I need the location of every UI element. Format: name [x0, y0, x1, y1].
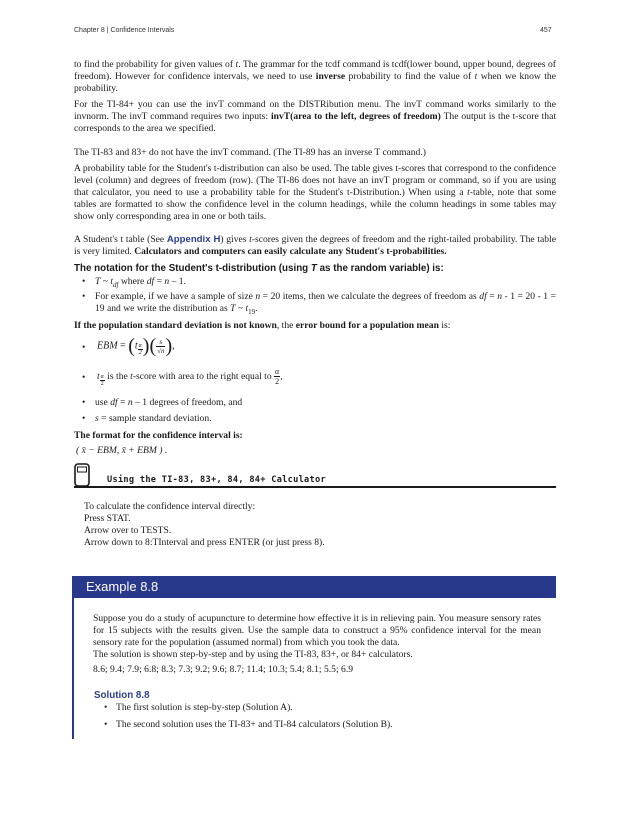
solution-item: The first solution is step-by-step (Solution A).: [116, 702, 293, 713]
bullet-marker: •: [104, 702, 108, 713]
paragraph-probability-table: A probability table for the Student's t-distribution can also be used. The table gives t-scores that correspond to the confidence level (column) and degrees of freedom (row). (The TI-86 does not have an invT program or command, so if you are using that calculator, you need to use a probability table for the Student's t-Distribution.) When using a t-table, note that some tables are formatted to show the confidence level in the column headings, while the column headings in some tables may show only corresponding area in one or both tails.: [74, 163, 556, 222]
bullet-marker: •: [82, 397, 86, 408]
ebm-formula: EBM = (t $\frac{\alpha}{2}$ )( $\frac{s}{√n}$ ),: [97, 335, 175, 357]
calculator-line: To calculate the confidence interval directly:: [84, 501, 256, 512]
appendix-h-link[interactable]: Appendix H: [166, 234, 221, 245]
paragraph-tcdf: to find the probability for given values of t. The grammar for the tcdf command is tcdf(lower bound, upper bound, degrees of freedom). However for confidence intervals, we need to use inverse probability to find the value of t when we know the probability.: [74, 59, 556, 94]
ebm-bullet-t-score: t $\frac{\alpha}{2}$ is the t-score with area to the right equal to $\frac{\alpha}{2}$ ,: [97, 367, 283, 387]
example-title: Example 8.8: [86, 579, 159, 594]
bullet-marker: •: [82, 372, 86, 383]
calculator-title: Using the TI-83, 83+, 84, 84+ Calculator: [107, 475, 326, 485]
bullet-marker: •: [82, 342, 86, 353]
calculator-line: Press STAT.: [84, 513, 131, 524]
bullet-marker: •: [82, 413, 86, 424]
notation-bullet-example: For example, if we have a sample of size n = 20 items, then we calculate the degrees of freedom as df = n - 1 = 20 - 1 = 19 and we write the distribution as T ~ $t_{19}$.: [95, 291, 557, 316]
example-data: 8.6; 9.4; 7.9; 6.8; 8.3; 7.3; 9.2; 9.6; 8.7; 11.4; 10.3; 5.4; 8.1; 5.5; 6.9: [93, 664, 354, 675]
example-side-rule: [72, 598, 74, 739]
ebm-heading: If the population standard deviation is not known, the error bound for a population mean is:: [74, 320, 451, 331]
notation-bullet-distribution: T ~ $t_{df}$ where df = n – 1.: [95, 276, 186, 289]
format-heading: The format for the confidence interval is:: [74, 430, 243, 441]
solution-title: Solution 8.8: [94, 690, 150, 701]
ebm-bullet-s: s = sample standard deviation.: [95, 413, 212, 424]
calculator-line: Arrow down to 8:TInterval and press ENTER (or just press 8).: [84, 537, 325, 548]
calculator-icon: [74, 463, 90, 487]
notation-heading: The notation for the Student's t-distribution (using T as the random variable) is:: [74, 263, 444, 274]
calculator-line: Arrow over to TESTS.: [84, 525, 172, 536]
paragraph-t-table: A Student's t table (See Appendix H) gives t-scores given the degrees of freedom and the right-tailed probability. The table is very limited. Calculators and computers can easily calculate any Student's t-probabilities.: [74, 234, 556, 257]
ebm-bullet-df: use df = n – 1 degrees of freedom, and: [95, 397, 243, 408]
paragraph-invt: For the TI-84+ you can use the invT command on the DISTRibution menu. The invT command works similarly to the invnorm. The invT command requires two inputs: invT(area to the left, degrees of freedom) The output is the t-score that corresponds to the area we specified.: [74, 99, 556, 134]
page-number: 457: [540, 27, 552, 34]
calculator-rule: [74, 486, 556, 488]
solution-item: The second solution uses the TI-83+ and TI-84 calculators (Solution B).: [116, 719, 393, 730]
paragraph-ti83: The TI-83 and 83+ do not have the invT command. (The TI-89 has an inverse T command.): [74, 147, 426, 158]
example-body: Suppose you do a study of acupuncture to determine how effective it is in relieving pain. You measure sensory rates for 15 subjects with the results given. Use the sample data to construct a 95% confidence interval for the mean sensory rate for the population (assumed normal) from which you took the data. The solution is shown step-by-step and by using the TI-83, 83+, or 84+ calculators.: [93, 613, 541, 660]
chapter-header: Chapter 8 | Confidence Intervals: [74, 27, 175, 34]
bullet-marker: •: [82, 276, 86, 287]
interval-formula: ( x̄ − EBM, x̄ + EBM ) .: [76, 445, 168, 456]
bullet-marker: •: [82, 291, 86, 302]
bullet-marker: •: [104, 719, 108, 730]
